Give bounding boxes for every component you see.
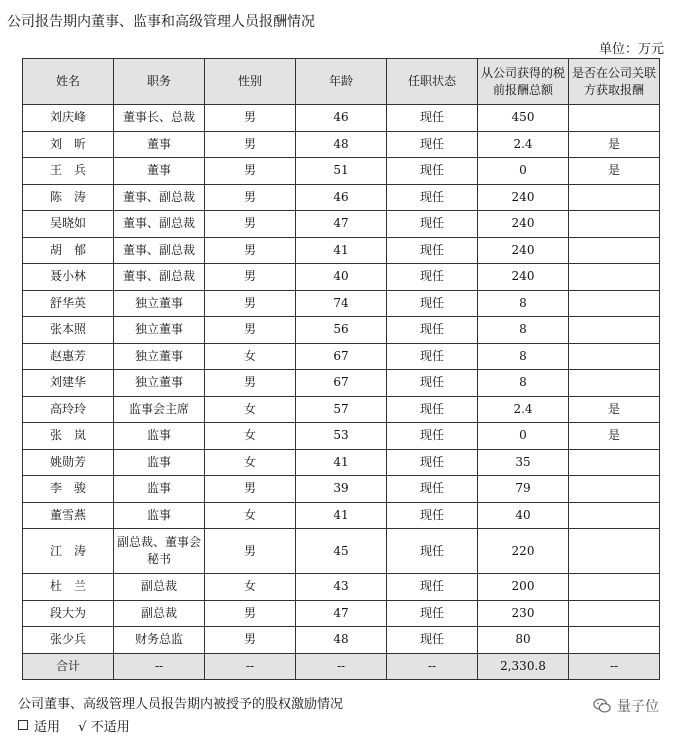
total-role: -- [114, 653, 205, 679]
cell-related: 是 [569, 158, 660, 185]
cell-role: 副总裁、董事会秘书 [114, 529, 205, 574]
cell-related [569, 627, 660, 654]
cell-pay: 8 [478, 370, 569, 397]
table-row [23, 184, 660, 211]
cell-name: 张本照 [23, 317, 114, 344]
table-row [23, 264, 660, 291]
table-row [23, 131, 660, 158]
watermark [593, 696, 659, 716]
cell-name: 姚勋芳 [23, 449, 114, 476]
header-row [23, 59, 660, 105]
cell-role: 董事、副总裁 [114, 237, 205, 264]
cell-status: 现任 [387, 184, 478, 211]
cell-pay: 40 [478, 502, 569, 529]
cell-age: 47 [296, 600, 387, 627]
cell-gender: 女 [205, 396, 296, 423]
cell-name: 陈 涛 [23, 184, 114, 211]
cell-pay: 240 [478, 211, 569, 238]
cell-pay: 35 [478, 449, 569, 476]
cell-status: 现任 [387, 290, 478, 317]
cell-gender: 男 [205, 237, 296, 264]
cell-role: 独立董事 [114, 370, 205, 397]
table-row [23, 158, 660, 185]
cell-role: 副总裁 [114, 574, 205, 601]
table-row [23, 343, 660, 370]
cell-status: 现任 [387, 211, 478, 238]
table-body [23, 105, 660, 654]
cell-role: 监事会主席 [114, 396, 205, 423]
cell-pay: 8 [478, 343, 569, 370]
compensation-table [22, 58, 660, 680]
cell-age: 46 [296, 105, 387, 132]
cell-status: 现任 [387, 264, 478, 291]
table-row [23, 502, 660, 529]
equity-incentive-heading: 公司董事、高级管理人员报告期内被授予的股权激励情况 [18, 697, 344, 712]
cell-gender: 女 [205, 449, 296, 476]
cell-pay: 8 [478, 317, 569, 344]
cell-name: 杜 兰 [23, 574, 114, 601]
cell-gender: 男 [205, 105, 296, 132]
cell-age: 67 [296, 343, 387, 370]
check-mark-icon: √ [78, 720, 87, 735]
cell-name: 张少兵 [23, 627, 114, 654]
cell-age: 41 [296, 449, 387, 476]
cell-gender: 男 [205, 370, 296, 397]
cell-age: 74 [296, 290, 387, 317]
cell-name: 吴晓如 [23, 211, 114, 238]
cell-role: 监事 [114, 423, 205, 450]
cell-related [569, 502, 660, 529]
cell-status: 现任 [387, 131, 478, 158]
total-status: -- [387, 653, 478, 679]
cell-gender: 男 [205, 529, 296, 574]
cell-gender: 男 [205, 476, 296, 503]
cell-age: 41 [296, 237, 387, 264]
table-row [23, 476, 660, 503]
cell-related [569, 574, 660, 601]
cell-gender: 女 [205, 423, 296, 450]
cell-related [569, 105, 660, 132]
cell-related [569, 317, 660, 344]
cell-role: 监事 [114, 476, 205, 503]
cell-status: 现任 [387, 502, 478, 529]
cell-role: 监事 [114, 502, 205, 529]
cell-pay: 240 [478, 237, 569, 264]
header-pay: 从公司获得的税前报酬总额 [478, 59, 569, 105]
cell-gender: 男 [205, 627, 296, 654]
cell-role: 董事、副总裁 [114, 264, 205, 291]
table-row [23, 574, 660, 601]
cell-pay: 2.4 [478, 396, 569, 423]
cell-name: 高玲玲 [23, 396, 114, 423]
cell-gender: 女 [205, 343, 296, 370]
cell-pay: 2.4 [478, 131, 569, 158]
cell-pay: 240 [478, 184, 569, 211]
cell-name: 李 骏 [23, 476, 114, 503]
total-age: -- [296, 653, 387, 679]
cell-role: 独立董事 [114, 317, 205, 344]
cell-related [569, 449, 660, 476]
table-row [23, 423, 660, 450]
cell-role: 董事 [114, 158, 205, 185]
cell-related [569, 184, 660, 211]
cell-status: 现任 [387, 237, 478, 264]
cell-pay: 200 [478, 574, 569, 601]
cell-age: 41 [296, 502, 387, 529]
table-header [23, 59, 660, 105]
cell-gender: 男 [205, 317, 296, 344]
cell-pay: 79 [478, 476, 569, 503]
cell-status: 现任 [387, 529, 478, 574]
option-applicable: 适用 [34, 720, 61, 735]
total-related: -- [569, 653, 660, 679]
cell-role: 独立董事 [114, 290, 205, 317]
cell-name: 张 岚 [23, 423, 114, 450]
header-status: 任职状态 [387, 59, 478, 105]
cell-age: 51 [296, 158, 387, 185]
cell-related [569, 600, 660, 627]
cell-gender: 男 [205, 184, 296, 211]
table-row [23, 396, 660, 423]
cell-related [569, 290, 660, 317]
cell-age: 46 [296, 184, 387, 211]
table-row [23, 211, 660, 238]
cell-name: 刘建华 [23, 370, 114, 397]
table-row [23, 600, 660, 627]
cell-status: 现任 [387, 476, 478, 503]
cell-role: 董事、副总裁 [114, 211, 205, 238]
cell-related [569, 476, 660, 503]
cell-status: 现任 [387, 449, 478, 476]
cell-role: 董事长、总裁 [114, 105, 205, 132]
cell-pay: 8 [478, 290, 569, 317]
cell-status: 现任 [387, 158, 478, 185]
option-not-applicable: 不适用 [90, 720, 130, 735]
cell-related: 是 [569, 131, 660, 158]
cell-age: 47 [296, 211, 387, 238]
table-row [23, 317, 660, 344]
header-role: 职务 [114, 59, 205, 105]
cell-age: 39 [296, 476, 387, 503]
cell-status: 现任 [387, 600, 478, 627]
cell-related [569, 264, 660, 291]
cell-name: 董雪燕 [23, 502, 114, 529]
cell-related [569, 211, 660, 238]
cell-status: 现任 [387, 105, 478, 132]
cell-status: 现任 [387, 627, 478, 654]
header-related: 是否在公司关联方获取报酬 [569, 59, 660, 105]
cell-related [569, 343, 660, 370]
cell-age: 53 [296, 423, 387, 450]
cell-gender: 男 [205, 264, 296, 291]
cell-status: 现任 [387, 317, 478, 344]
header-gender: 性别 [205, 59, 296, 105]
cell-status: 现任 [387, 574, 478, 601]
total-label: 合计 [23, 653, 114, 679]
cell-pay: 230 [478, 600, 569, 627]
header-age: 年龄 [296, 59, 387, 105]
cell-related [569, 237, 660, 264]
cell-related [569, 529, 660, 574]
cell-gender: 男 [205, 131, 296, 158]
unit-label: 单位：万元 [598, 42, 664, 57]
cell-gender: 男 [205, 600, 296, 627]
cell-age: 56 [296, 317, 387, 344]
cell-role: 独立董事 [114, 343, 205, 370]
cell-status: 现任 [387, 396, 478, 423]
cell-gender: 男 [205, 211, 296, 238]
cell-gender: 男 [205, 290, 296, 317]
cell-role: 财务总监 [114, 627, 205, 654]
equity-incentive-options [18, 716, 130, 735]
cell-related: 是 [569, 423, 660, 450]
cell-pay: 220 [478, 529, 569, 574]
wechat-logo-icon [593, 697, 611, 715]
table-row [23, 529, 660, 574]
cell-role: 董事 [114, 131, 205, 158]
total-gender: -- [205, 653, 296, 679]
cell-name: 舒华英 [23, 290, 114, 317]
cell-pay: 450 [478, 105, 569, 132]
cell-status: 现任 [387, 423, 478, 450]
cell-pay: 0 [478, 158, 569, 185]
cell-gender: 女 [205, 574, 296, 601]
cell-name: 刘庆峰 [23, 105, 114, 132]
cell-age: 57 [296, 396, 387, 423]
cell-name: 刘 昕 [23, 131, 114, 158]
cell-age: 43 [296, 574, 387, 601]
cell-name: 段大为 [23, 600, 114, 627]
cell-related [569, 370, 660, 397]
table-row [23, 105, 660, 132]
cell-age: 40 [296, 264, 387, 291]
cell-name: 胡 郁 [23, 237, 114, 264]
cell-name: 聂小林 [23, 264, 114, 291]
table-row [23, 370, 660, 397]
checkbox-icon [18, 720, 28, 730]
cell-pay: 0 [478, 423, 569, 450]
cell-name: 赵惠芳 [23, 343, 114, 370]
cell-role: 监事 [114, 449, 205, 476]
cell-related: 是 [569, 396, 660, 423]
cell-gender: 男 [205, 158, 296, 185]
cell-gender: 女 [205, 502, 296, 529]
page-title: 公司报告期内董事、监事和高级管理人员报酬情况 [7, 14, 315, 30]
header-name: 姓名 [23, 59, 114, 105]
cell-role: 董事、副总裁 [114, 184, 205, 211]
cell-name: 江 涛 [23, 529, 114, 574]
table-row [23, 449, 660, 476]
cell-age: 67 [296, 370, 387, 397]
cell-pay: 240 [478, 264, 569, 291]
cell-age: 48 [296, 131, 387, 158]
cell-age: 48 [296, 627, 387, 654]
cell-status: 现任 [387, 370, 478, 397]
cell-status: 现任 [387, 343, 478, 370]
table-row [23, 237, 660, 264]
cell-name: 王 兵 [23, 158, 114, 185]
table-footer [23, 653, 660, 679]
table-row [23, 290, 660, 317]
cell-age: 45 [296, 529, 387, 574]
cell-role: 副总裁 [114, 600, 205, 627]
watermark-text: 量子位 [617, 699, 659, 715]
total-row [23, 653, 660, 679]
table-row [23, 627, 660, 654]
cell-pay: 80 [478, 627, 569, 654]
total-pay: 2,330.8 [478, 653, 569, 679]
